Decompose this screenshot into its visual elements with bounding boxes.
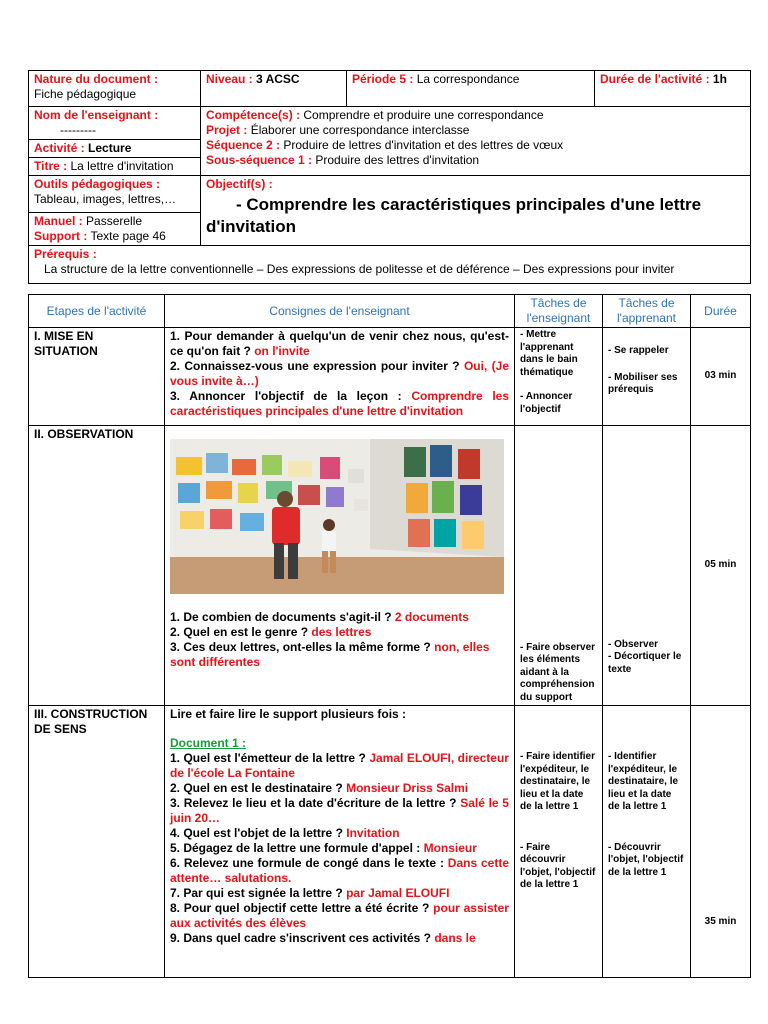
table-row [29,328,751,426]
taches-app-construction: - Identifier l'expéditeur, le destinataire, le lieu et la date de la lettre 1 - Découvrir l'objet, l'objectif de la lettre 1 [603,706,691,978]
col-consignes: Consignes de l'enseignant [165,295,515,328]
duree-mise: 03 min [691,328,751,426]
taches-ens-observation: - Faire observer les éléments aidant à la compréhension du support [515,426,603,706]
objectif-cell: Objectif(s) : - Comprendre les caractéristiques principales d'une lettre d'invitation [201,176,751,246]
duree-construction: 35 min [691,706,751,978]
col-taches-apprenant: Tâches de l'apprenant [603,295,691,328]
header-table [28,70,751,284]
prerequis-cell: Prérequis : La structure de la lettre conventionnelle – Des expressions de politesse et de déférence – Des expressions pour inviter [29,246,751,284]
competence-cell: Compétence(s) : Comprendre et produire une correspondance Projet : Élaborer une correspondance interclasse Séquence 2 : Produire de lettres d'invitation et des lettres de vœux Sous-séquence 1 : Produire des lettres d'invitation [201,107,751,176]
table-row [29,426,751,706]
exhibition-image [170,439,504,594]
niveau-cell: Niveau : 3 ACSC [201,71,347,107]
periode-cell: Période 5 : La correspondance [347,71,595,107]
taches-ens-mise: - Mettre l'apprenant dans le bain thématique - Annoncer l'objectif [515,328,603,426]
activite-cell: Activité : Lecture Titre : La lettre d'invitation [29,140,201,176]
col-etapes: Etapes de l'activité [29,295,165,328]
exhibition-photo [170,439,504,594]
pedagogical-sheet [28,70,750,978]
nature-cell: Nature du document : Fiche pédagogique [29,71,201,107]
taches-ens-construction: - Faire identifier l'expéditeur, le destinataire, le lieu et la date de la lettre 1 - Faire découvrir l'objet, l'objectif de la lettre 1 [515,706,603,978]
table-row [29,706,751,978]
etape-construction: III. CONSTRUCTION DE SENS [29,706,165,978]
outils-cell: Outils pédagogiques : Tableau, images, lettres,… Manuel : Passerelle Support : Texte page 46 [29,176,201,246]
lesson-table [28,294,751,978]
col-taches-enseignant: Tâches de l'enseignant [515,295,603,328]
etape-observation: II. OBSERVATION [29,426,165,706]
enseignant-cell: Nom de l'enseignant : --------- [29,107,201,140]
col-duree: Durée [691,295,751,328]
duree-cell: Durée de l'activité : 1h [595,71,751,107]
taches-app-mise: - Se rappeler - Mobiliser ses prérequis [603,328,691,426]
consignes-observation: 1. De combien de documents s'agit-il ? 2 documents 2. Quel en est le genre ? des lettres 3. Ces deux lettres, ont-elles la même forme ? non, elles sont différentes [165,426,515,706]
duree-observation: 05 min [691,426,751,706]
etape-mise: I. MISE EN SITUATION [29,328,165,426]
consignes-construction: Lire et faire lire le support plusieurs fois : Document 1 : 1. Quel est l'émetteur de la lettre ? Jamal ELOUFI, directeur de l'école La Fontaine 2. Quel en est le destinataire ? Monsieur Driss Salmi 3. Relevez le lieu et la date d'écriture de la lettre ? Salé le 5 juin 20… 4. Quel est l'objet de la lettre ? Invitation 5. Dégagez de la lettre une formule d'appel : Monsieur 6. Relevez une formule de congé dans le texte : Dans cette attente… salutations. 7. Par qui est signée la lettre ? par Jamal ELOUFI 8. Pour quel objectif cette lettre a été écrite ? pour assister aux activités des élèves 9. Dans quel cadre s'inscrivent ces activités ? dans le [165,706,515,978]
consignes-mise: 1. Pour demander à quelqu'un de venir chez nous, qu'est-ce qu'on fait ? on l'invite 2. Connaissez-vous une expression pour inviter ? Oui, (Je vous invite à…) 3. Annoncer l'objectif de la leçon : Comprendre les caractéristiques principales d'une lettre d'invitation [165,328,515,426]
taches-app-observation: - Observer - Décortiquer le texte [603,426,691,706]
